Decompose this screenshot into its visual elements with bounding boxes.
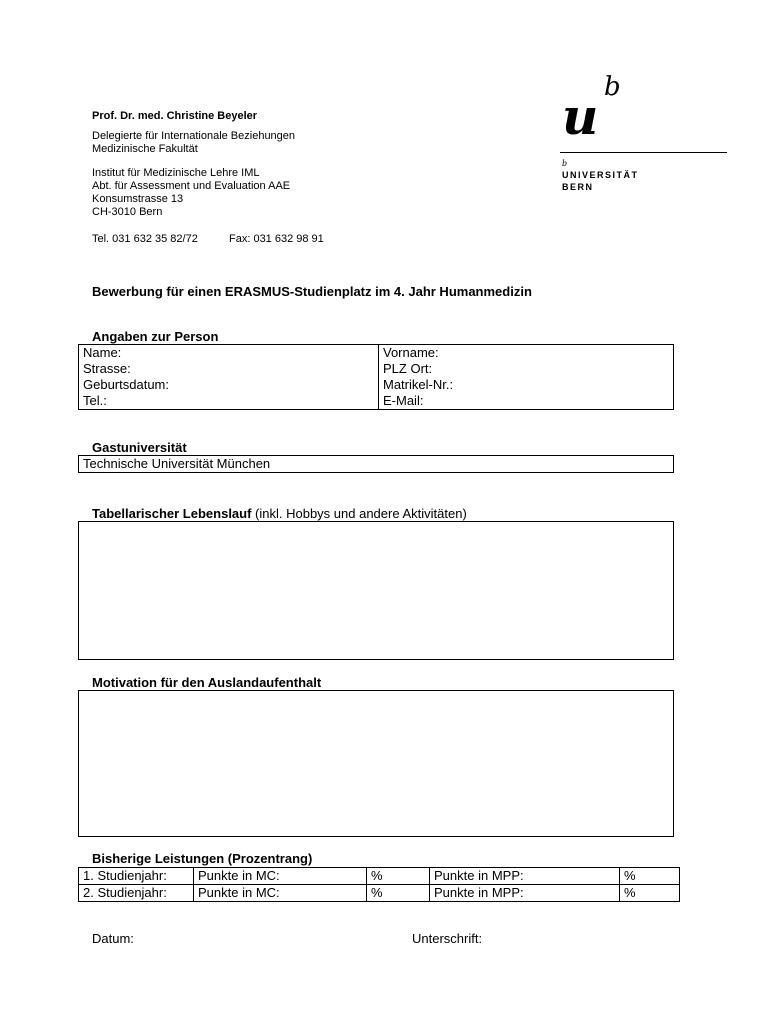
tel-field[interactable]: Tel.: [79,393,379,410]
host-heading: Gastuniversität [92,440,187,455]
table-row [79,393,674,410]
sender-institute [92,167,290,219]
logo-small-b: b [562,159,568,168]
performance-table [78,867,680,902]
sender-role-line: Medizinische Fakultät [92,143,198,155]
table-row [79,377,674,393]
motivation-heading: Motivation für den Auslandaufenthalt [92,675,322,690]
table-row [79,345,674,362]
logo-b-superscript: b [604,72,621,102]
logo-divider [560,152,727,153]
table-row [79,456,674,473]
table-row [79,868,680,885]
logo-text-bern: BERN [562,182,594,192]
mpp-percent-field[interactable]: % [620,868,680,885]
sender-role [92,130,295,156]
table-row [79,885,680,902]
motivation-textarea[interactable] [78,690,674,837]
mc-percent-field[interactable]: % [367,868,430,885]
mpp-points-field[interactable]: Punkte in MPP: [430,868,620,885]
signature-label: Unterschrift: [412,931,483,946]
date-label: Datum: [92,931,134,946]
sender-role-line: Delegierte für Internationale Beziehungen [92,130,296,142]
geburtsdatum-field[interactable]: Geburtsdatum: [79,377,379,393]
logo-u: u [562,87,597,146]
mpp-percent-field[interactable]: % [620,885,680,902]
plz-ort-field[interactable]: PLZ Ort: [379,361,674,377]
mc-percent-field[interactable]: % [367,885,430,902]
sender-institute-line: Institut für Medizinische Lehre IML [92,167,260,179]
person-table [78,344,674,410]
sender-institute-line: Abt. für Assessment und Evaluation AAE [92,180,291,192]
strasse-field[interactable]: Strasse: [79,361,379,377]
sender-fax: Fax: 031 632 98 91 [229,233,324,245]
sender-institute-line: CH-3010 Bern [92,206,163,218]
name-field[interactable]: Name: [79,345,379,362]
mc-points-field[interactable]: Punkte in MC: [194,868,367,885]
cv-heading [92,506,467,522]
year-label: 2. Studienjahr: [79,885,194,902]
cv-heading-title: Tabellarischer Lebenslauf [92,506,252,521]
page-title: Bewerbung für einen ERASMUS-Studienplatz im 4. Jahr Humanmedizin [92,284,532,299]
mc-points-field[interactable]: Punkte in MC: [194,885,367,902]
host-table [78,455,674,473]
mpp-points-field[interactable]: Punkte in MPP: [430,885,620,902]
cv-heading-note: (inkl. Hobbys und andere Aktivitäten) [251,506,467,521]
sender-name: Prof. Dr. med. Christine Beyeler [92,110,258,122]
sender-institute-line: Konsumstrasse 13 [92,193,184,205]
performance-heading: Bisherige Leistungen (Prozentrang) [92,851,313,866]
year-label: 1. Studienjahr: [79,868,194,885]
cv-textarea[interactable] [78,521,674,660]
vorname-field[interactable]: Vorname: [379,345,674,362]
person-heading: Angaben zur Person [92,329,219,344]
email-field[interactable]: E-Mail: [379,393,674,410]
university-logo [560,72,730,197]
logo-text-universitaet: UNIVERSITÄT [562,170,639,180]
sender-tel: Tel. 031 632 35 82/72 [92,233,198,245]
host-university-field[interactable]: Technische Universität München [79,456,674,473]
matrikel-nr-field[interactable]: Matrikel-Nr.: [379,377,674,393]
table-row [79,361,674,377]
